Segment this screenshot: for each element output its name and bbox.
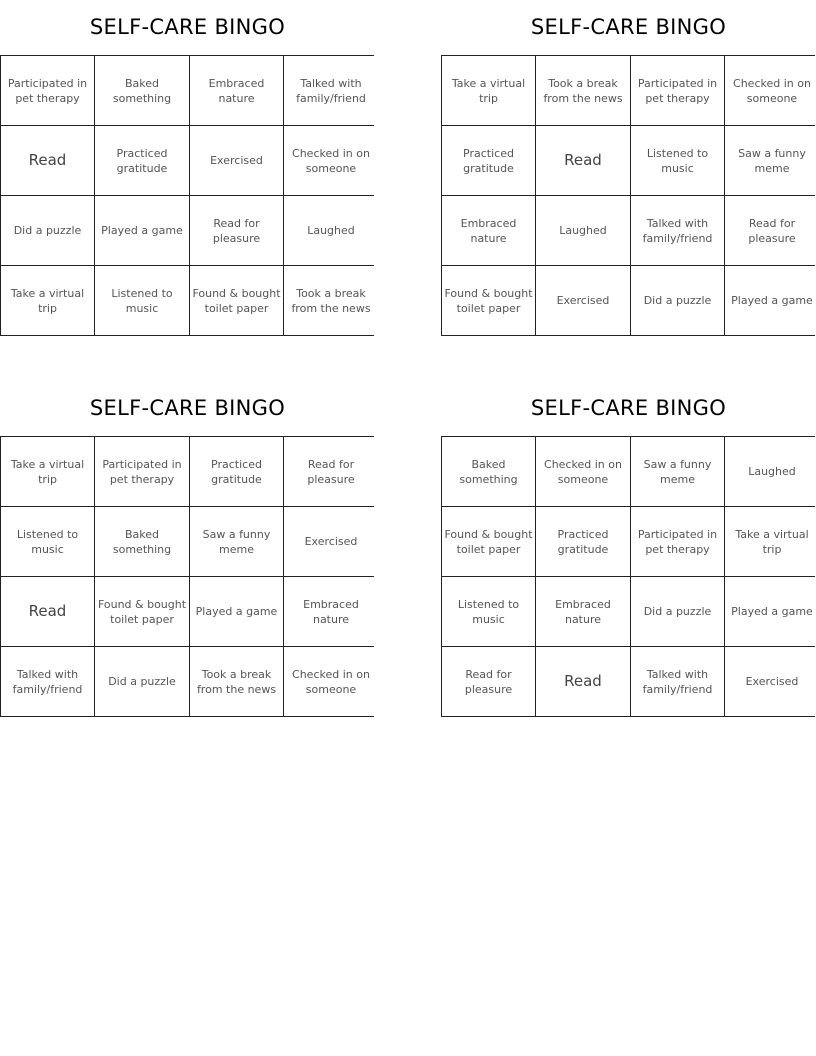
bingo-cell: Saw a funny meme	[190, 507, 283, 576]
bingo-cell: Laughed	[284, 196, 378, 265]
bingo-cell: Talked with family/friend	[631, 647, 724, 716]
bingo-cell: Laughed	[536, 196, 630, 265]
bingo-card-2	[441, 0, 816, 336]
bingo-cell: Participated in pet therapy	[631, 56, 724, 125]
bingo-cell: Embraced nature	[536, 577, 630, 646]
bingo-cell: Took a break from the news	[536, 56, 630, 125]
bingo-cell: Talked with family/friend	[631, 196, 724, 265]
bingo-cell: Take a virtual trip	[442, 56, 535, 125]
bingo-cell: Read for pleasure	[442, 647, 535, 716]
bingo-cell: Practiced gratitude	[536, 507, 630, 576]
bingo-cell: Checked in on someone	[725, 56, 816, 125]
bingo-cell: Participated in pet therapy	[631, 507, 724, 576]
bingo-cell: Baked something	[95, 56, 189, 125]
bingo-cell-center: Read	[536, 647, 630, 716]
bingo-cell: Take a virtual trip	[725, 507, 816, 576]
card-title: SELF-CARE BINGO	[89, 15, 286, 39]
bingo-cell: Exercised	[284, 507, 378, 576]
bingo-cell: Played a game	[725, 577, 816, 646]
bingo-cell: Practiced gratitude	[95, 126, 189, 195]
bingo-cell: Talked with family/friend	[1, 647, 94, 716]
bingo-cell: Did a puzzle	[631, 577, 724, 646]
bingo-cell: Participated in pet therapy	[95, 437, 189, 506]
bingo-cell: Exercised	[190, 126, 283, 195]
bingo-cell: Practiced gratitude	[190, 437, 283, 506]
bingo-cell: Saw a funny meme	[631, 437, 724, 506]
bingo-cell: Listened to music	[95, 266, 189, 335]
bingo-cell: Took a break from the news	[284, 266, 378, 335]
bingo-cell: Found & bought toilet paper	[95, 577, 189, 646]
bingo-cell: Embraced nature	[284, 577, 378, 646]
bingo-cell: Participated in pet therapy	[1, 56, 94, 125]
bingo-cell: Saw a funny meme	[725, 126, 816, 195]
bingo-card-4	[441, 381, 816, 717]
bingo-cell: Read for pleasure	[284, 437, 378, 506]
bingo-cell: Listened to music	[442, 577, 535, 646]
bingo-cell: Took a break from the news	[190, 647, 283, 716]
bingo-cell: Practiced gratitude	[442, 126, 535, 195]
card-title: SELF-CARE BINGO	[530, 396, 727, 420]
bingo-cell: Embraced nature	[190, 56, 283, 125]
card-title: SELF-CARE BINGO	[530, 15, 727, 39]
bingo-grid	[441, 55, 815, 336]
bingo-cell: Found & bought toilet paper	[190, 266, 283, 335]
bingo-cell-center: Read	[1, 126, 94, 195]
bingo-cell: Exercised	[536, 266, 630, 335]
bingo-card-3	[0, 381, 375, 717]
bingo-cell: Found & bought toilet paper	[442, 507, 535, 576]
bingo-cell: Did a puzzle	[1, 196, 94, 265]
bingo-cell: Played a game	[725, 266, 816, 335]
bingo-cell: Take a virtual trip	[1, 437, 94, 506]
bingo-cell: Embraced nature	[442, 196, 535, 265]
bingo-cell: Played a game	[190, 577, 283, 646]
bingo-cell: Take a virtual trip	[1, 266, 94, 335]
bingo-cell: Talked with family/friend	[284, 56, 378, 125]
bingo-cell: Read for pleasure	[725, 196, 816, 265]
bingo-cell: Did a puzzle	[631, 266, 724, 335]
bingo-cell: Checked in on someone	[284, 126, 378, 195]
bingo-cell: Baked something	[442, 437, 535, 506]
bingo-cell: Exercised	[725, 647, 816, 716]
bingo-cell: Listened to music	[1, 507, 94, 576]
bingo-card-1	[0, 0, 375, 336]
bingo-cell: Played a game	[95, 196, 189, 265]
bingo-grid	[0, 55, 374, 336]
bingo-cell: Read for pleasure	[190, 196, 283, 265]
bingo-grid	[0, 436, 374, 717]
bingo-cell: Checked in on someone	[284, 647, 378, 716]
bingo-cell: Baked something	[95, 507, 189, 576]
card-title: SELF-CARE BINGO	[89, 396, 286, 420]
bingo-cell: Did a puzzle	[95, 647, 189, 716]
bingo-cell: Listened to music	[631, 126, 724, 195]
bingo-cell-center: Read	[536, 126, 630, 195]
bingo-cell-center: Read	[1, 577, 94, 646]
bingo-cell: Laughed	[725, 437, 816, 506]
bingo-grid	[441, 436, 815, 717]
bingo-cell: Checked in on someone	[536, 437, 630, 506]
bingo-cell: Found & bought toilet paper	[442, 266, 535, 335]
